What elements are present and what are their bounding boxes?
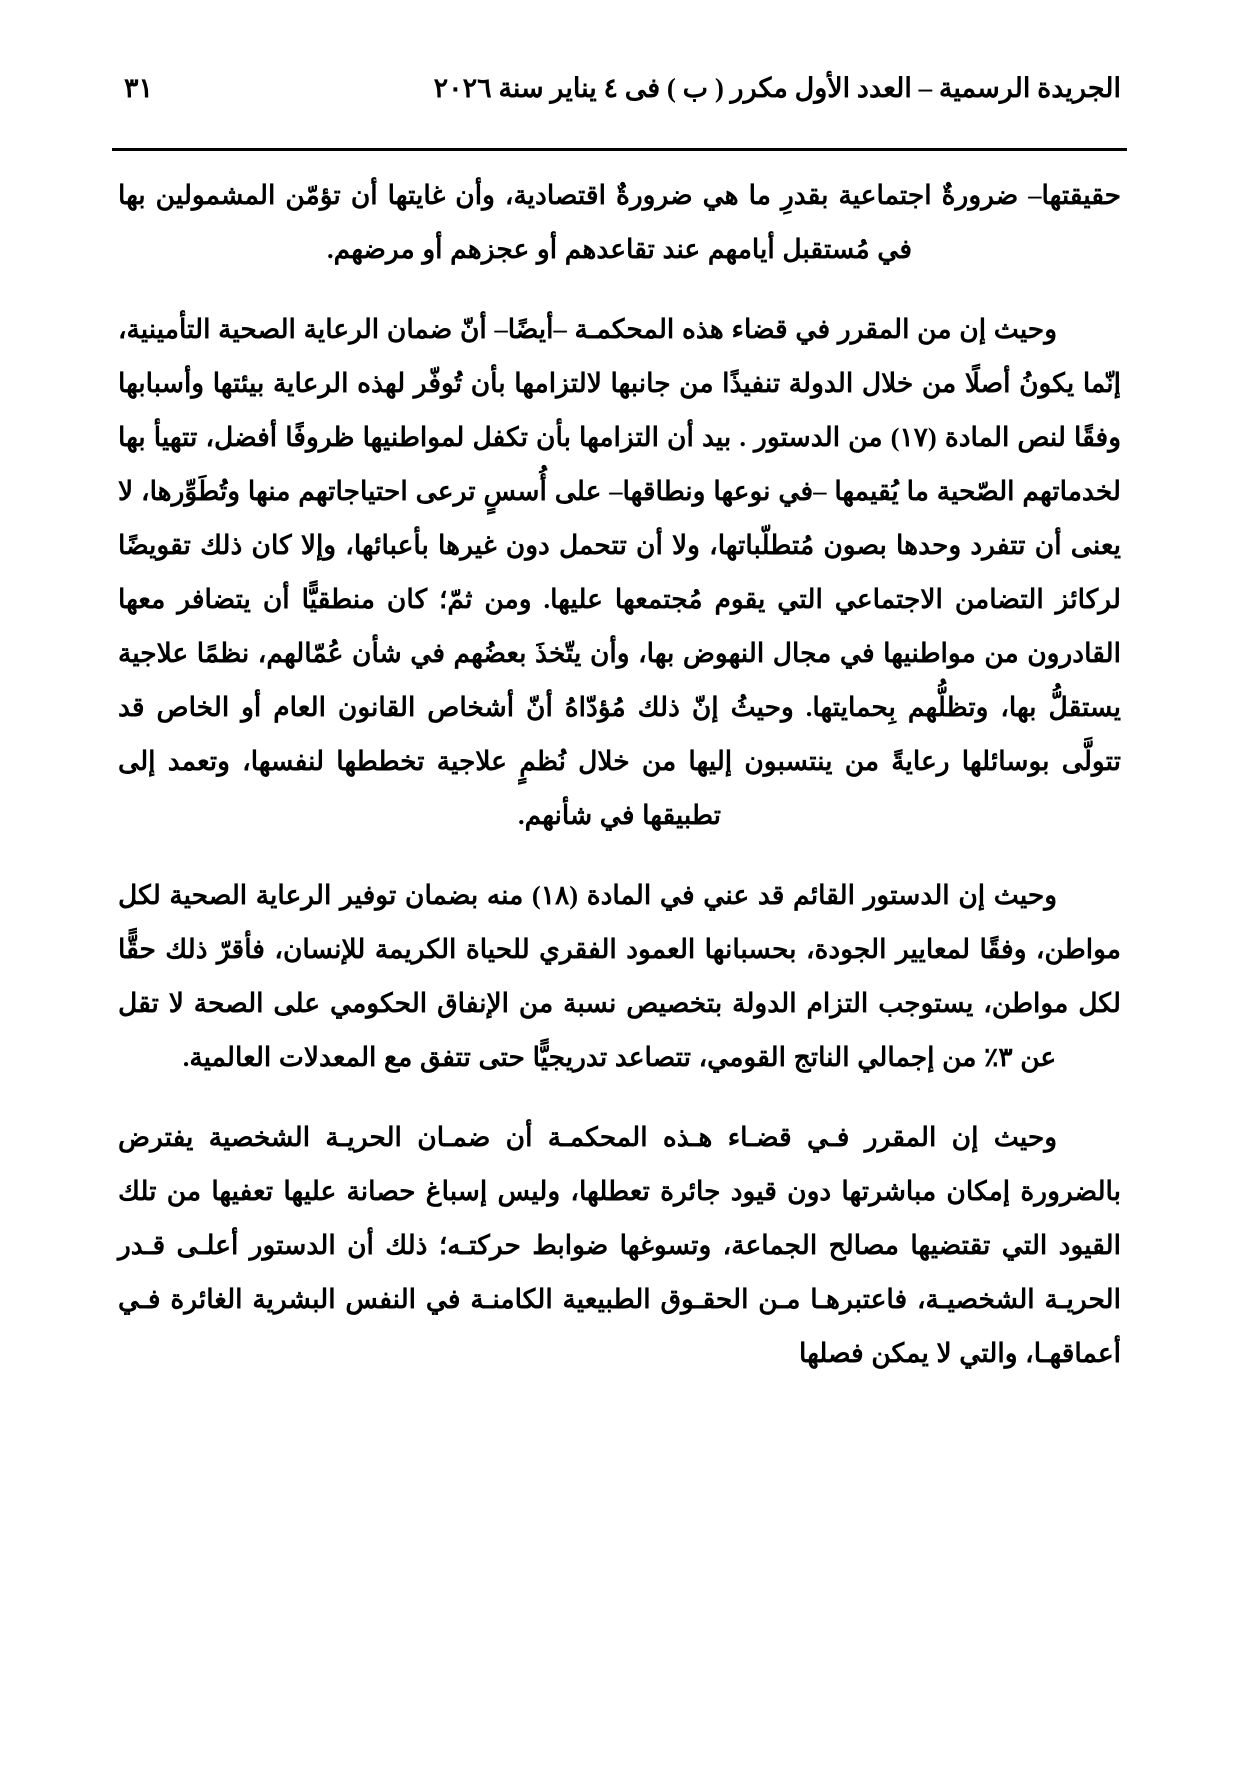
paragraph-insurance-health-care: وحيث إن من المقرر في قضاء هذه المحكمـة –أيضًا– أنّ ضمان الرعاية الصحية التأمينية، إنّما يكونُ أصلًا من خلال الدولة تنفيذًا من جانبها لالتزامها بأن تُوفّر لهذه الرعاية بيئتها وأسبابها وفقًا لنص المادة (١٧) من الدستور . بيد أن التزامها بأن تكفل لمواطنيها ظروفًا أفضل، تتهيأ بها لخدماتهم الصّحية ما يُقيمها –في نوعها ونطاقها– على أُسسٍ ترعى احتياجاتهم منها وتُطَوِّرها، لا يعنى أن تتفرد وحدها بصون مُتطلّباتها، ولا أن تتحمل دون غيرها بأعبائها، وإلا كان ذلك تقويضًا لركائز التضامن الاجتماعي التي يقوم مُجتمعها عليها. ومن ثمّ؛ كان منطقيًّا أن يتضافر معها القادرون من مواطنيها في مجال النهوض بها، وأن يتّخذَ بعضُهم في شأن عُمّالهم، نظمًا علاجية يستقلُّ بها، وتظلُّهم بِحمايتها. وحيثُ إنّ ذلك مُؤدّاهُ أنّ أشخاص القانون العام أو الخاص قد تتولَّى بوسائلها رعايةً من ينتسبون إليها من خلال نُظمٍ علاجية تخططها لنفسها، وتعمد إلى تطبيقها في شأنهم.: [118, 314, 1121, 830]
document-body: [118, 168, 1121, 1406]
paragraph-constitution-article-18: وحيث إن الدستور القائم قد عني في المادة (١٨) منه بضمان توفير الرعاية الصحية لكل مواطن، وفقًا لمعايير الجودة، بحسبانها العمود الفقري للحياة الكريمة للإنسان، فأقرّ ذلك حقًّا لكل مواطن، يستوجب التزام الدولة بتخصيص نسبة من الإنفاق الحكومي على الصحة لا تقل عن ٣٪ من إجمالي الناتج القومي، تتصاعد تدريجيًّا حتى تتفق مع المعدلات العالمية.: [118, 880, 1121, 1072]
paragraph-continuation-social-necessity: حقيقتها– ضرورةٌ اجتماعية بقدرِ ما هي ضرورةٌ اقتصادية، وأن غايتها أن تؤمّن المشمولين بها في مُستقبل أيامهم عند تقاعدهم أو عجزهم أو مرضهم.: [118, 180, 1121, 264]
header-divider-rule: [112, 148, 1127, 151]
gazette-header-title: الجريدة الرسمية – العدد الأول مكرر ( ب ) فى ٤ يناير سنة ٢٠٢٦: [433, 73, 1121, 103]
page-header: [118, 72, 1121, 124]
paragraph-personal-freedom: وحيث إن المقرر فـي قضـاء هـذه المحكمـة أن ضمـان الحريـة الشخصية يفترض بالضرورة إمكان مباشرتها دون قيود جائرة تعطلها، وليس إسباغ حصانة عليها تعفيها من تلك القيود التي تقتضيها مصالح الجماعة، وتسوغها ضوابط حركتـه؛ ذلك أن الدستور أعلـى قـدر الحريـة الشخصيـة، فاعتبرهـا مـن الحقـوق الطبيعية الكامنـة في النفس البشرية الغائرة فـي أعماقهـا، والتي لا يمكن فصلها: [118, 1122, 1121, 1368]
page-number: ٣١: [124, 73, 154, 103]
